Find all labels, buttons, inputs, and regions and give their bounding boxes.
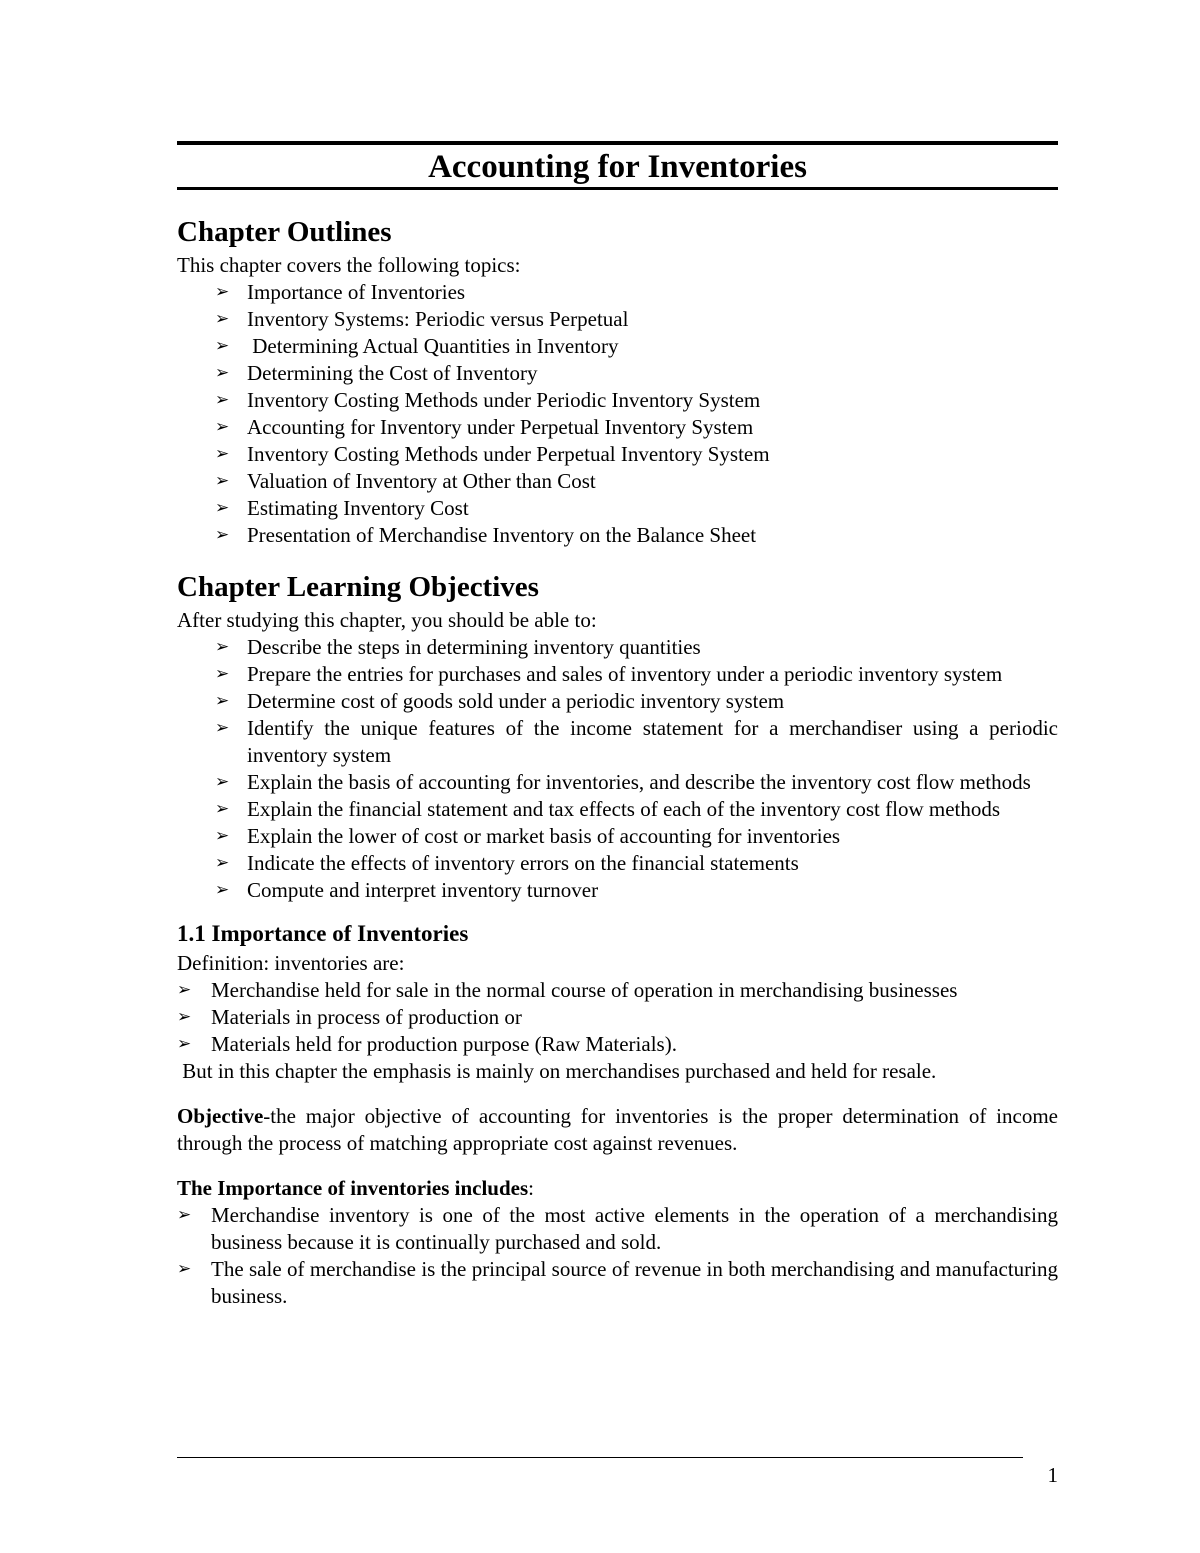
list-item (177, 877, 1058, 904)
document-body (177, 212, 1064, 1310)
arrow-bullet-icon: ➢ (215, 799, 230, 819)
list-item (177, 1004, 1058, 1031)
list-item (177, 306, 1058, 333)
list-item (177, 1031, 1058, 1058)
list-item-text: Determining the Cost of Inventory (247, 361, 538, 385)
objective-text: -the major objective of accounting for inventories is the proper determination of income through the process of matching appropriate cost against revenues. (177, 1104, 1058, 1155)
importance-colon: : (528, 1176, 534, 1200)
arrow-bullet-icon: ➢ (215, 772, 230, 792)
arrow-bullet-icon: ➢ (177, 1007, 192, 1027)
list-item-text: Importance of Inventories (247, 280, 466, 304)
section-heading: 1.1 Importance of Inventories (177, 921, 469, 946)
list-item (177, 688, 1058, 715)
list-item-text: Inventory Costing Methods under Periodic Inventory System (247, 388, 761, 412)
objective-label: Objective (177, 1104, 264, 1128)
list-item (177, 279, 1058, 306)
list-item (177, 414, 1058, 441)
list-item-text: Describe the steps in determining inventory quantities (247, 635, 701, 659)
definition-list (177, 977, 1058, 1058)
arrow-bullet-icon: ➢ (177, 1259, 192, 1279)
chapter-outlines-intro: This chapter covers the following topics: (177, 253, 521, 277)
emphasis-paragraph: But in this chapter the emphasis is mainly on merchandises purchased and held for resale. (177, 1059, 937, 1083)
list-item-text: Valuation of Inventory at Other than Cost (247, 469, 596, 493)
list-item-text: Explain the financial statement and tax effects of each of the inventory cost flow methods (247, 797, 1001, 821)
list-item-text: Explain the lower of cost or market basis of accounting for inventories (247, 824, 841, 848)
list-item-text: Compute and interpret inventory turnover (247, 878, 599, 902)
arrow-bullet-icon: ➢ (215, 880, 230, 900)
arrow-bullet-icon: ➢ (215, 282, 230, 302)
arrow-bullet-icon: ➢ (215, 363, 230, 383)
list-item-text: The sale of merchandise is the principal source of revenue in both merchandising and manufacturing business. (211, 1257, 1064, 1308)
list-item-text: Inventory Costing Methods under Perpetual Inventory System (247, 442, 770, 466)
list-item (177, 495, 1058, 522)
chapter-outlines-heading: Chapter Outlines (177, 216, 392, 248)
list-item-text: Inventory Systems: Periodic versus Perpetual (247, 307, 629, 331)
objective-paragraph (177, 1103, 1058, 1157)
list-item-text: Accounting for Inventory under Perpetual Inventory System (247, 415, 754, 439)
list-item-text: Determining Actual Quantities in Inventory (247, 334, 619, 358)
learning-objectives-list (177, 634, 1064, 904)
title-rule-top (177, 141, 1058, 145)
list-item (177, 1202, 1064, 1256)
list-item (177, 333, 1058, 360)
list-item-text: Materials in process of production or (211, 1005, 522, 1029)
list-item (177, 360, 1058, 387)
arrow-bullet-icon: ➢ (215, 853, 230, 873)
page-number: 1 (1047, 1463, 1058, 1487)
document-title: Accounting for Inventories (428, 149, 807, 185)
importance-list (177, 1202, 1064, 1310)
arrow-bullet-icon: ➢ (177, 980, 192, 1000)
arrow-bullet-icon: ➢ (215, 390, 230, 410)
arrow-bullet-icon: ➢ (177, 1034, 192, 1054)
definition-intro: Definition: inventories are: (177, 951, 405, 975)
importance-label: The Importance of inventories includes (177, 1176, 529, 1200)
list-item (177, 823, 1058, 850)
list-item-text: Estimating Inventory Cost (247, 496, 469, 520)
list-item-text: Prepare the entries for purchases and sales of inventory under a periodic inventory system (247, 662, 1003, 686)
list-item (177, 850, 1058, 877)
list-item-text: Merchandise held for sale in the normal course of operation in merchandising businesses (211, 978, 958, 1002)
title-rule-bottom (177, 187, 1058, 190)
arrow-bullet-icon: ➢ (215, 471, 230, 491)
list-item-text: Determine cost of goods sold under a periodic inventory system (247, 689, 785, 713)
learning-objectives-heading: Chapter Learning Objectives (177, 571, 539, 603)
list-item (177, 661, 1058, 688)
list-item-text: Materials held for production purpose (Raw Materials). (211, 1032, 677, 1056)
list-item (177, 522, 1058, 549)
list-item (177, 468, 1058, 495)
arrow-bullet-icon: ➢ (215, 525, 230, 545)
arrow-bullet-icon: ➢ (215, 691, 230, 711)
arrow-bullet-icon: ➢ (215, 826, 230, 846)
arrow-bullet-icon: ➢ (215, 637, 230, 657)
list-item (177, 634, 1058, 661)
list-item (177, 796, 1058, 823)
arrow-bullet-icon: ➢ (215, 718, 230, 738)
arrow-bullet-icon: ➢ (215, 664, 230, 684)
arrow-bullet-icon: ➢ (215, 498, 230, 518)
importance-paragraph (177, 1175, 1058, 1202)
list-item-text: Merchandise inventory is one of the most active elements in the operation of a merchandising business because it is continually purchased and sold. (211, 1203, 1064, 1254)
list-item (177, 715, 1064, 769)
list-item-text: Presentation of Merchandise Inventory on the Balance Sheet (247, 523, 757, 547)
arrow-bullet-icon: ➢ (215, 417, 230, 437)
arrow-bullet-icon: ➢ (215, 444, 230, 464)
list-item-text: Explain the basis of accounting for inventories, and describe the inventory cost flow methods (247, 770, 1031, 794)
arrow-bullet-icon: ➢ (215, 309, 230, 329)
list-item-text: Indicate the effects of inventory errors on the financial statements (247, 851, 799, 875)
chapter-outlines-list (177, 279, 1058, 549)
arrow-bullet-icon: ➢ (215, 336, 230, 356)
learning-objectives-intro: After studying this chapter, you should be able to: (177, 608, 597, 632)
footer-rule (177, 1457, 1023, 1458)
list-item (177, 769, 1058, 796)
list-item (177, 1256, 1064, 1310)
list-item (177, 977, 1058, 1004)
list-item-text: Identify the unique features of the income statement for a merchandiser using a periodic inventory system (247, 716, 1064, 767)
list-item (177, 441, 1058, 468)
list-item (177, 387, 1058, 414)
arrow-bullet-icon: ➢ (177, 1205, 192, 1225)
